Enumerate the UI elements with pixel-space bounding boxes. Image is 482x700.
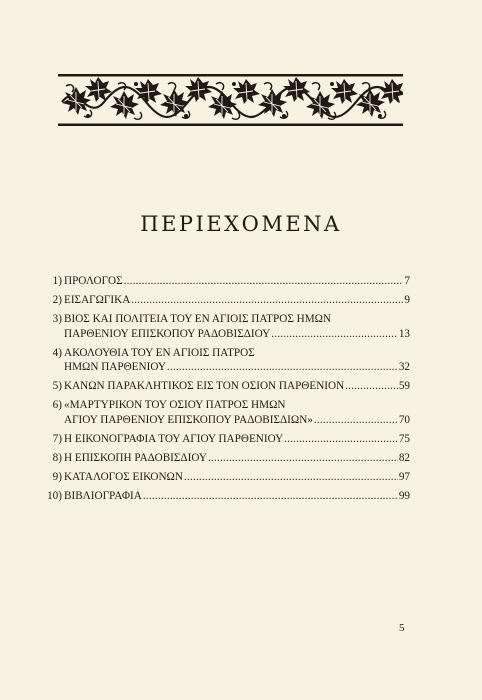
toc-entry-page: 97	[398, 470, 410, 483]
toc-entry-number: 5)	[52, 380, 62, 392]
toc-entry-title: ΗΜΩΝ ΠΑΡΘΕΝΙΟΥ	[64, 361, 166, 373]
toc-entry-title: ΒΙΒΛΙΟΓΡΑΦΙΑ	[64, 489, 142, 502]
toc-entry[interactable]	[44, 470, 410, 485]
page-number: 5	[399, 622, 405, 634]
toc-entry-page: 59	[398, 380, 410, 392]
toc-entry-page: 9	[404, 294, 410, 306]
dot-leader	[184, 470, 398, 485]
toc-entry-page: 75	[398, 432, 410, 445]
toc-entry-title: ΚΑΝΩΝ ΠΑΡΑΚΛΗΤΙΚΟΣ ΕΙΣ ΤΟΝ ΟΣΙΟΝ ΠΑΡΘΕΝΙΟΝ	[64, 380, 345, 392]
toc-entry-page: 7	[404, 275, 410, 287]
dot-leader	[124, 274, 404, 289]
toc-entry[interactable]	[44, 398, 410, 427]
toc-entry[interactable]	[44, 379, 410, 394]
dot-leader	[131, 293, 403, 308]
toc-entry-title: «ΜΑΡΤΥΡΙΚΟΝ ΤΟΥ ΟΣΙΟΥ ΠΑΤΡΟΣ ΗΜΩΝ	[64, 399, 286, 411]
toc-entry[interactable]	[44, 432, 410, 447]
dot-leader	[167, 360, 398, 375]
dot-leader	[271, 327, 398, 342]
toc-entry-number: 4)	[52, 346, 62, 359]
toc-entry-number: 3)	[52, 313, 62, 325]
toc-entry-page: 82	[398, 451, 410, 464]
toc-entry-number: 9)	[52, 470, 62, 483]
toc-entry-page: 70	[398, 413, 410, 426]
toc-entry-number: 10)	[47, 489, 62, 502]
dot-leader	[208, 451, 398, 466]
dot-leader	[345, 379, 398, 394]
toc-entry-page: 99	[398, 489, 410, 502]
toc-entry[interactable]	[44, 293, 410, 308]
toc-entry-page: 13	[398, 327, 410, 340]
decorative-vine-border	[58, 72, 403, 128]
toc-entry[interactable]	[44, 312, 410, 341]
dot-leader	[314, 413, 398, 428]
dot-leader	[284, 432, 398, 447]
toc-entry-number: 1)	[52, 275, 62, 287]
toc-entry[interactable]	[44, 451, 410, 466]
toc-entry-title: ΚΑΤΑΛΟΓΟΣ ΕΙΚΟΝΩΝ	[64, 470, 183, 483]
toc-entry-title: ΑΚΟΛΟΥΘΙΑ ΤΟΥ ΕΝ ΑΓΙΟΙΣ ΠΑΤΡΟΣ	[64, 346, 255, 359]
toc-entry-number: 6)	[52, 399, 62, 411]
contents-heading: ΠΕΡΙΕΧΟΜΕΝΑ	[140, 212, 342, 236]
toc-entry-title: ΒΙΟΣ ΚΑΙ ΠΟΛΙΤΕΙΑ ΤΟΥ ΕΝ ΑΓΙΟΙΣ ΠΑΤΡΟΣ ΗΜΩΝ	[64, 313, 332, 325]
toc-entry-number: 2)	[52, 294, 62, 306]
toc-entry-page: 32	[398, 361, 410, 373]
toc-entry-number: 8)	[52, 451, 62, 464]
toc-entry-title: ΠΑΡΘΕΝΙΟΥ ΕΠΙΣΚΟΠΟΥ ΡΑΔΟΒΙΣΔΙΟΥ	[64, 327, 271, 340]
toc-entry[interactable]	[44, 489, 410, 504]
toc-entry-title: Η ΕΙΚΟΝΟΓΡΑΦΙΑ ΤΟΥ ΑΓΙΟΥ ΠΑΡΘΕΝΙΟΥ	[64, 432, 284, 445]
toc-entry-number: 7)	[52, 432, 62, 445]
toc-entry-title: ΠΡΟΛΟΓΟΣ	[64, 275, 123, 287]
table-of-contents	[44, 274, 410, 508]
toc-entry-title: ΑΓΙΟΥ ΠΑΡΘΕΝΙΟΥ ΕΠΙΣΚΟΠΟΥ ΡΑΔΟΒΙΣΔΙΩΝ»	[64, 413, 313, 426]
toc-entry-title: Η ΕΠΙΣΚΟΠΗ ΡΑΔΟΒΙΣΔΙΟΥ	[64, 451, 207, 464]
dot-leader	[143, 489, 398, 504]
toc-entry[interactable]	[44, 274, 410, 289]
toc-entry-title: ΕΙΣΑΓΩΓΙΚΑ	[64, 294, 131, 306]
toc-entry[interactable]	[44, 346, 410, 375]
